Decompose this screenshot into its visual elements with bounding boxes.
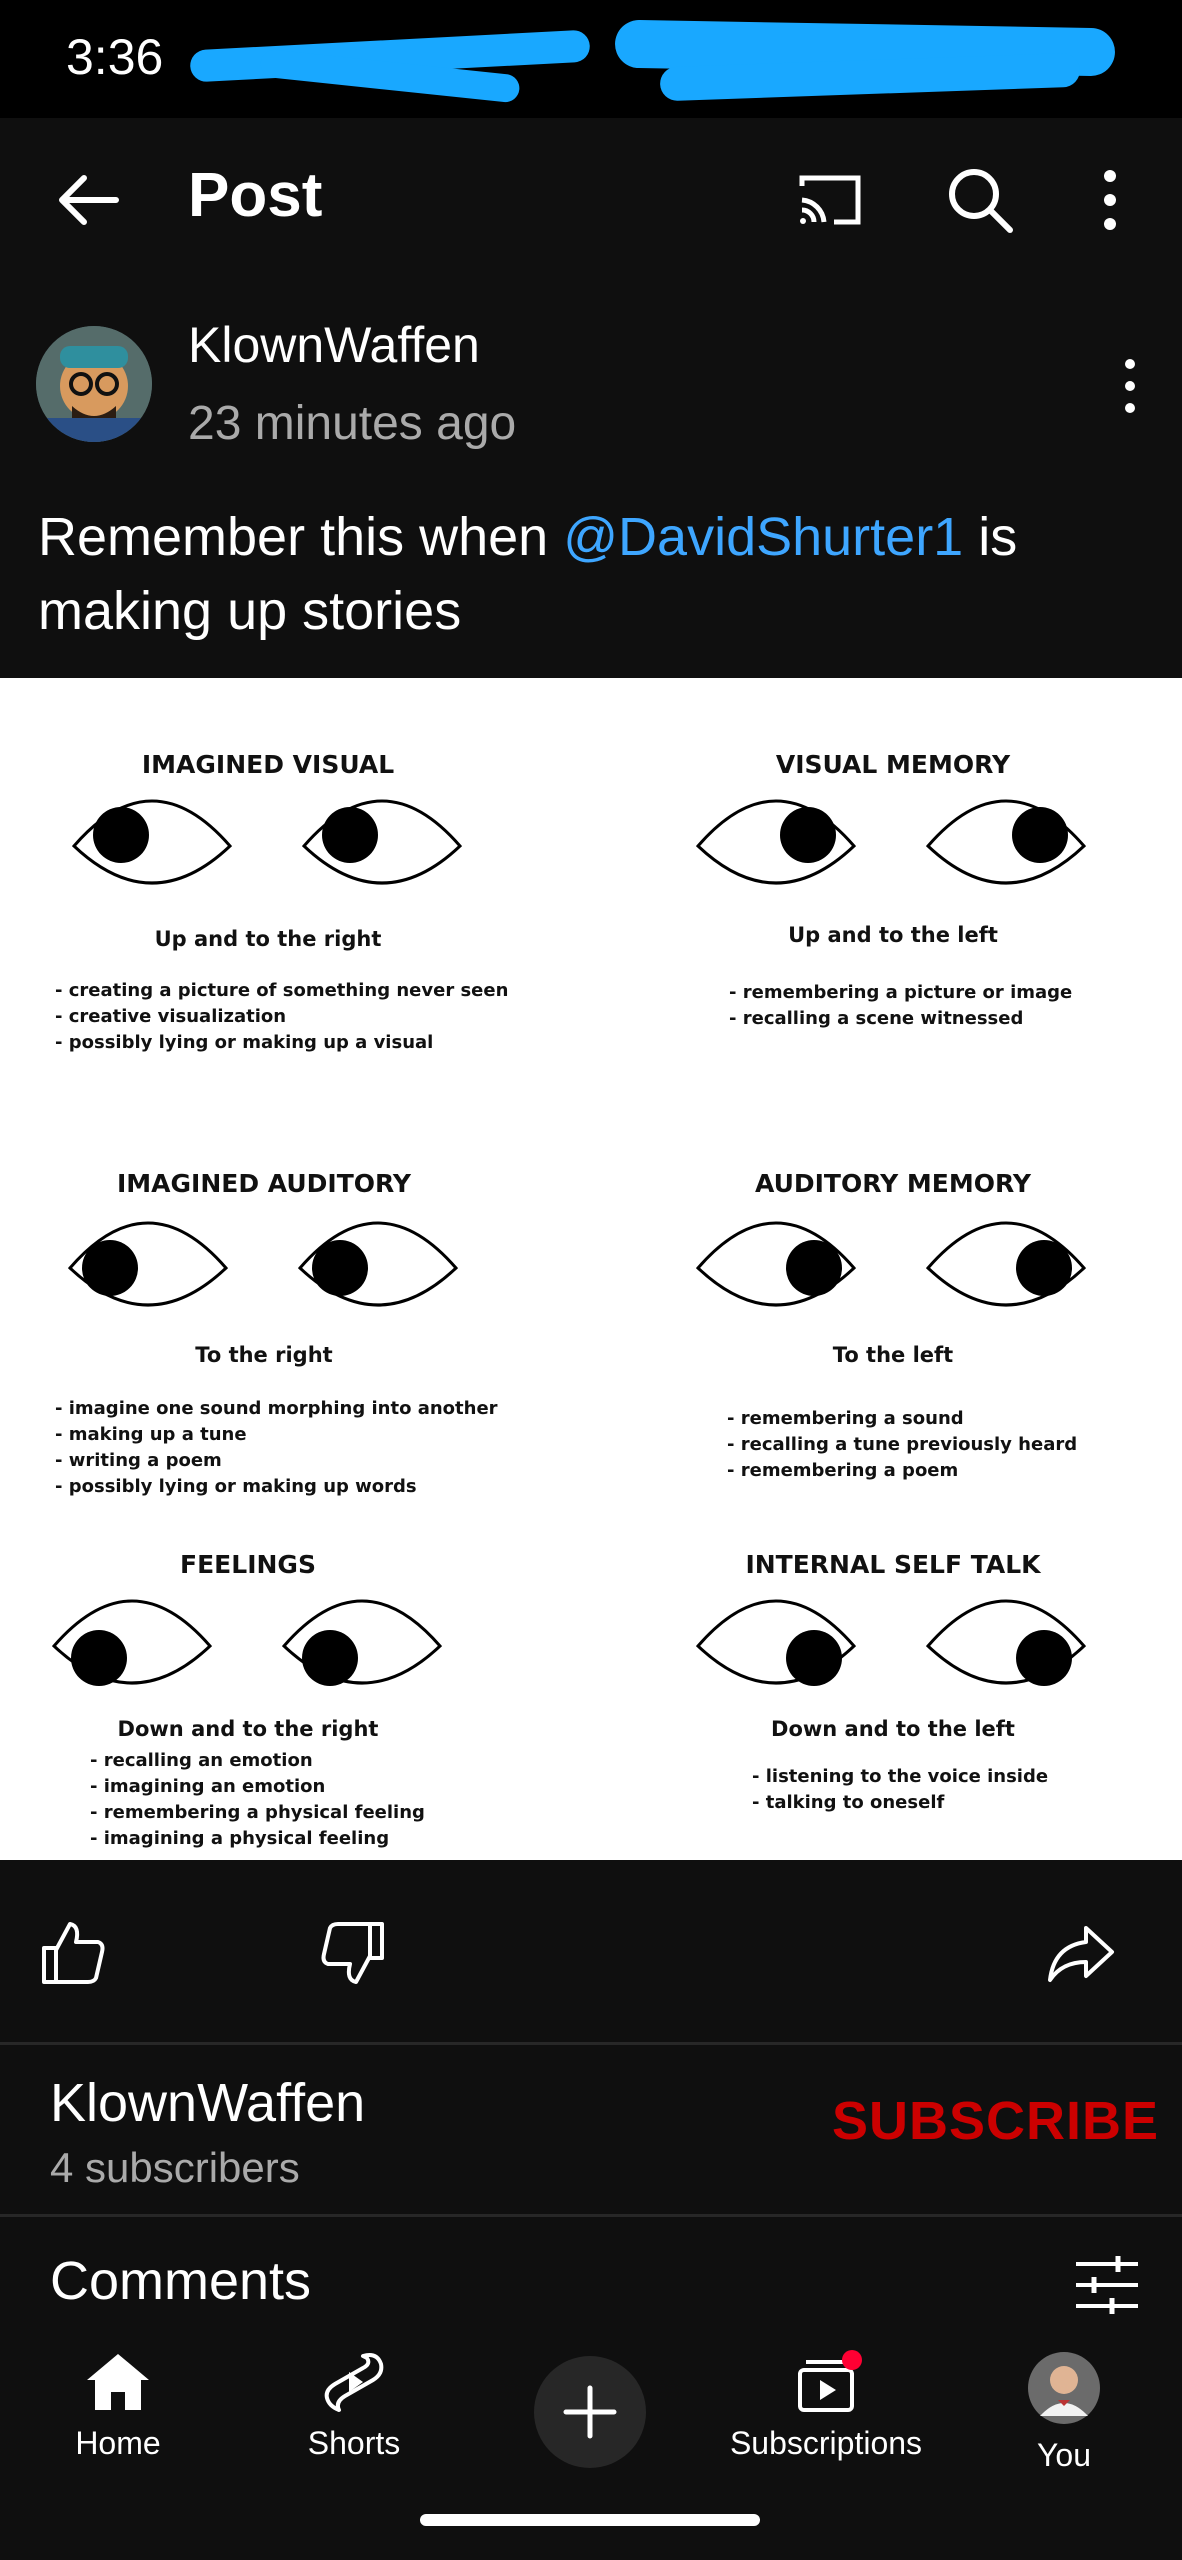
panel-note: - recalling an emotion (90, 1750, 313, 1771)
panel-title: IMAGINED VISUAL (141, 750, 395, 779)
panel-note: - recalling a tune previously heard (727, 1434, 1078, 1455)
nav-you-label: You (1037, 2437, 1091, 2473)
panel-direction: Up and to the right (154, 927, 382, 951)
plus-icon (534, 2356, 646, 2468)
pupil (1012, 807, 1068, 863)
pupil (786, 1630, 842, 1686)
like-icon[interactable] (38, 1918, 108, 1988)
panel-direction: To the right (195, 1343, 333, 1367)
panel-note: - creative visualization (55, 1006, 287, 1027)
panel-direction: To the left (832, 1343, 954, 1367)
panel-direction: Up and to the left (788, 923, 998, 947)
share-icon[interactable] (1046, 1918, 1116, 1988)
panel-note: - remembering a sound (727, 1408, 964, 1429)
panel-note: - remembering a poem (727, 1460, 959, 1481)
panel-title: AUDITORY MEMORY (754, 1169, 1032, 1198)
divider (0, 2214, 1182, 2217)
nav-subscriptions-label: Subscriptions (729, 2425, 923, 2461)
panel-note: - talking to oneself (752, 1792, 945, 1813)
pupil (302, 1630, 358, 1686)
panel-title: VISUAL MEMORY (775, 750, 1011, 779)
panel-note: - imagine one sound morphing into another (55, 1398, 498, 1419)
panel-note: - listening to the voice inside (752, 1766, 1049, 1787)
search-icon[interactable] (940, 160, 1020, 240)
shorts-icon (319, 2350, 389, 2414)
pupil (71, 1630, 127, 1686)
panel-title: IMAGINED AUDITORY (116, 1169, 412, 1198)
back-icon[interactable] (50, 160, 130, 240)
nav-shorts-label: Shorts (307, 2425, 401, 2461)
nav-subscriptions[interactable] (726, 2350, 926, 2462)
dislike-icon[interactable] (318, 1918, 388, 1988)
panel-note: - making up a tune (55, 1424, 247, 1445)
panel-note: - possibly lying or making up words (55, 1476, 417, 1497)
eye-movement-chart (0, 678, 1182, 1860)
more-options-icon[interactable] (1070, 160, 1150, 240)
panel-note: - remembering a picture or image (729, 982, 1073, 1003)
panel-note: - possibly lying or making up a visual (55, 1032, 434, 1053)
author-name[interactable]: KlownWaffen (188, 317, 480, 373)
panel-note: - creating a picture of something never seen (55, 980, 509, 1001)
nav-home-label: Home (75, 2425, 161, 2461)
panel-title: FEELINGS (180, 1550, 316, 1579)
channel-name[interactable]: KlownWaffen (50, 2073, 366, 2133)
home-icon (83, 2350, 153, 2414)
pupil (1016, 1240, 1072, 1296)
user-avatar (1026, 2350, 1102, 2426)
mention-link[interactable]: @DavidShurter1 (563, 507, 964, 567)
panel-note: - imagining a physical feeling (90, 1828, 390, 1849)
pupil (93, 807, 149, 863)
comments-header[interactable]: Comments (50, 2251, 312, 2311)
panel-note: - imagining an emotion (90, 1776, 326, 1797)
panel-note: - writing a poem (55, 1450, 222, 1471)
panel-note: - remembering a physical feeling (90, 1802, 425, 1823)
author-avatar[interactable] (36, 326, 152, 442)
panel-note: - recalling a scene witnessed (729, 1008, 1024, 1029)
post-timestamp: 23 minutes ago (188, 397, 517, 450)
panel-title: INTERNAL SELF TALK (745, 1550, 1041, 1579)
nav-shorts[interactable] (254, 2350, 454, 2462)
cast-icon[interactable] (790, 160, 870, 240)
post-text-start: Remember this when (38, 507, 564, 567)
nav-you[interactable] (964, 2350, 1164, 2474)
post-text-end: is making up stories (38, 507, 1018, 641)
panel-direction: Down and to the right (117, 1717, 379, 1741)
divider (0, 2042, 1182, 2045)
status-time: 3:36 (66, 29, 164, 85)
pupil (322, 807, 378, 863)
pupil (1016, 1630, 1072, 1686)
page-title: Post (188, 161, 323, 230)
pupil (312, 1240, 368, 1296)
sort-filter-icon[interactable] (1072, 2250, 1142, 2320)
create-button[interactable] (534, 2356, 646, 2468)
post-more-icon[interactable] (1105, 346, 1155, 426)
pupil (780, 807, 836, 863)
panel-direction: Down and to the left (771, 1717, 1015, 1741)
post-text (38, 500, 1138, 648)
subscriber-count: 4 subscribers (50, 2144, 300, 2191)
nav-home[interactable] (18, 2350, 218, 2462)
pupil (786, 1240, 842, 1296)
home-indicator[interactable] (420, 2514, 760, 2526)
pupil (82, 1240, 138, 1296)
subscriptions-icon (786, 2350, 866, 2414)
subscribe-button[interactable]: SUBSCRIBE (832, 2091, 1160, 2151)
post-image[interactable] (0, 678, 1182, 1860)
